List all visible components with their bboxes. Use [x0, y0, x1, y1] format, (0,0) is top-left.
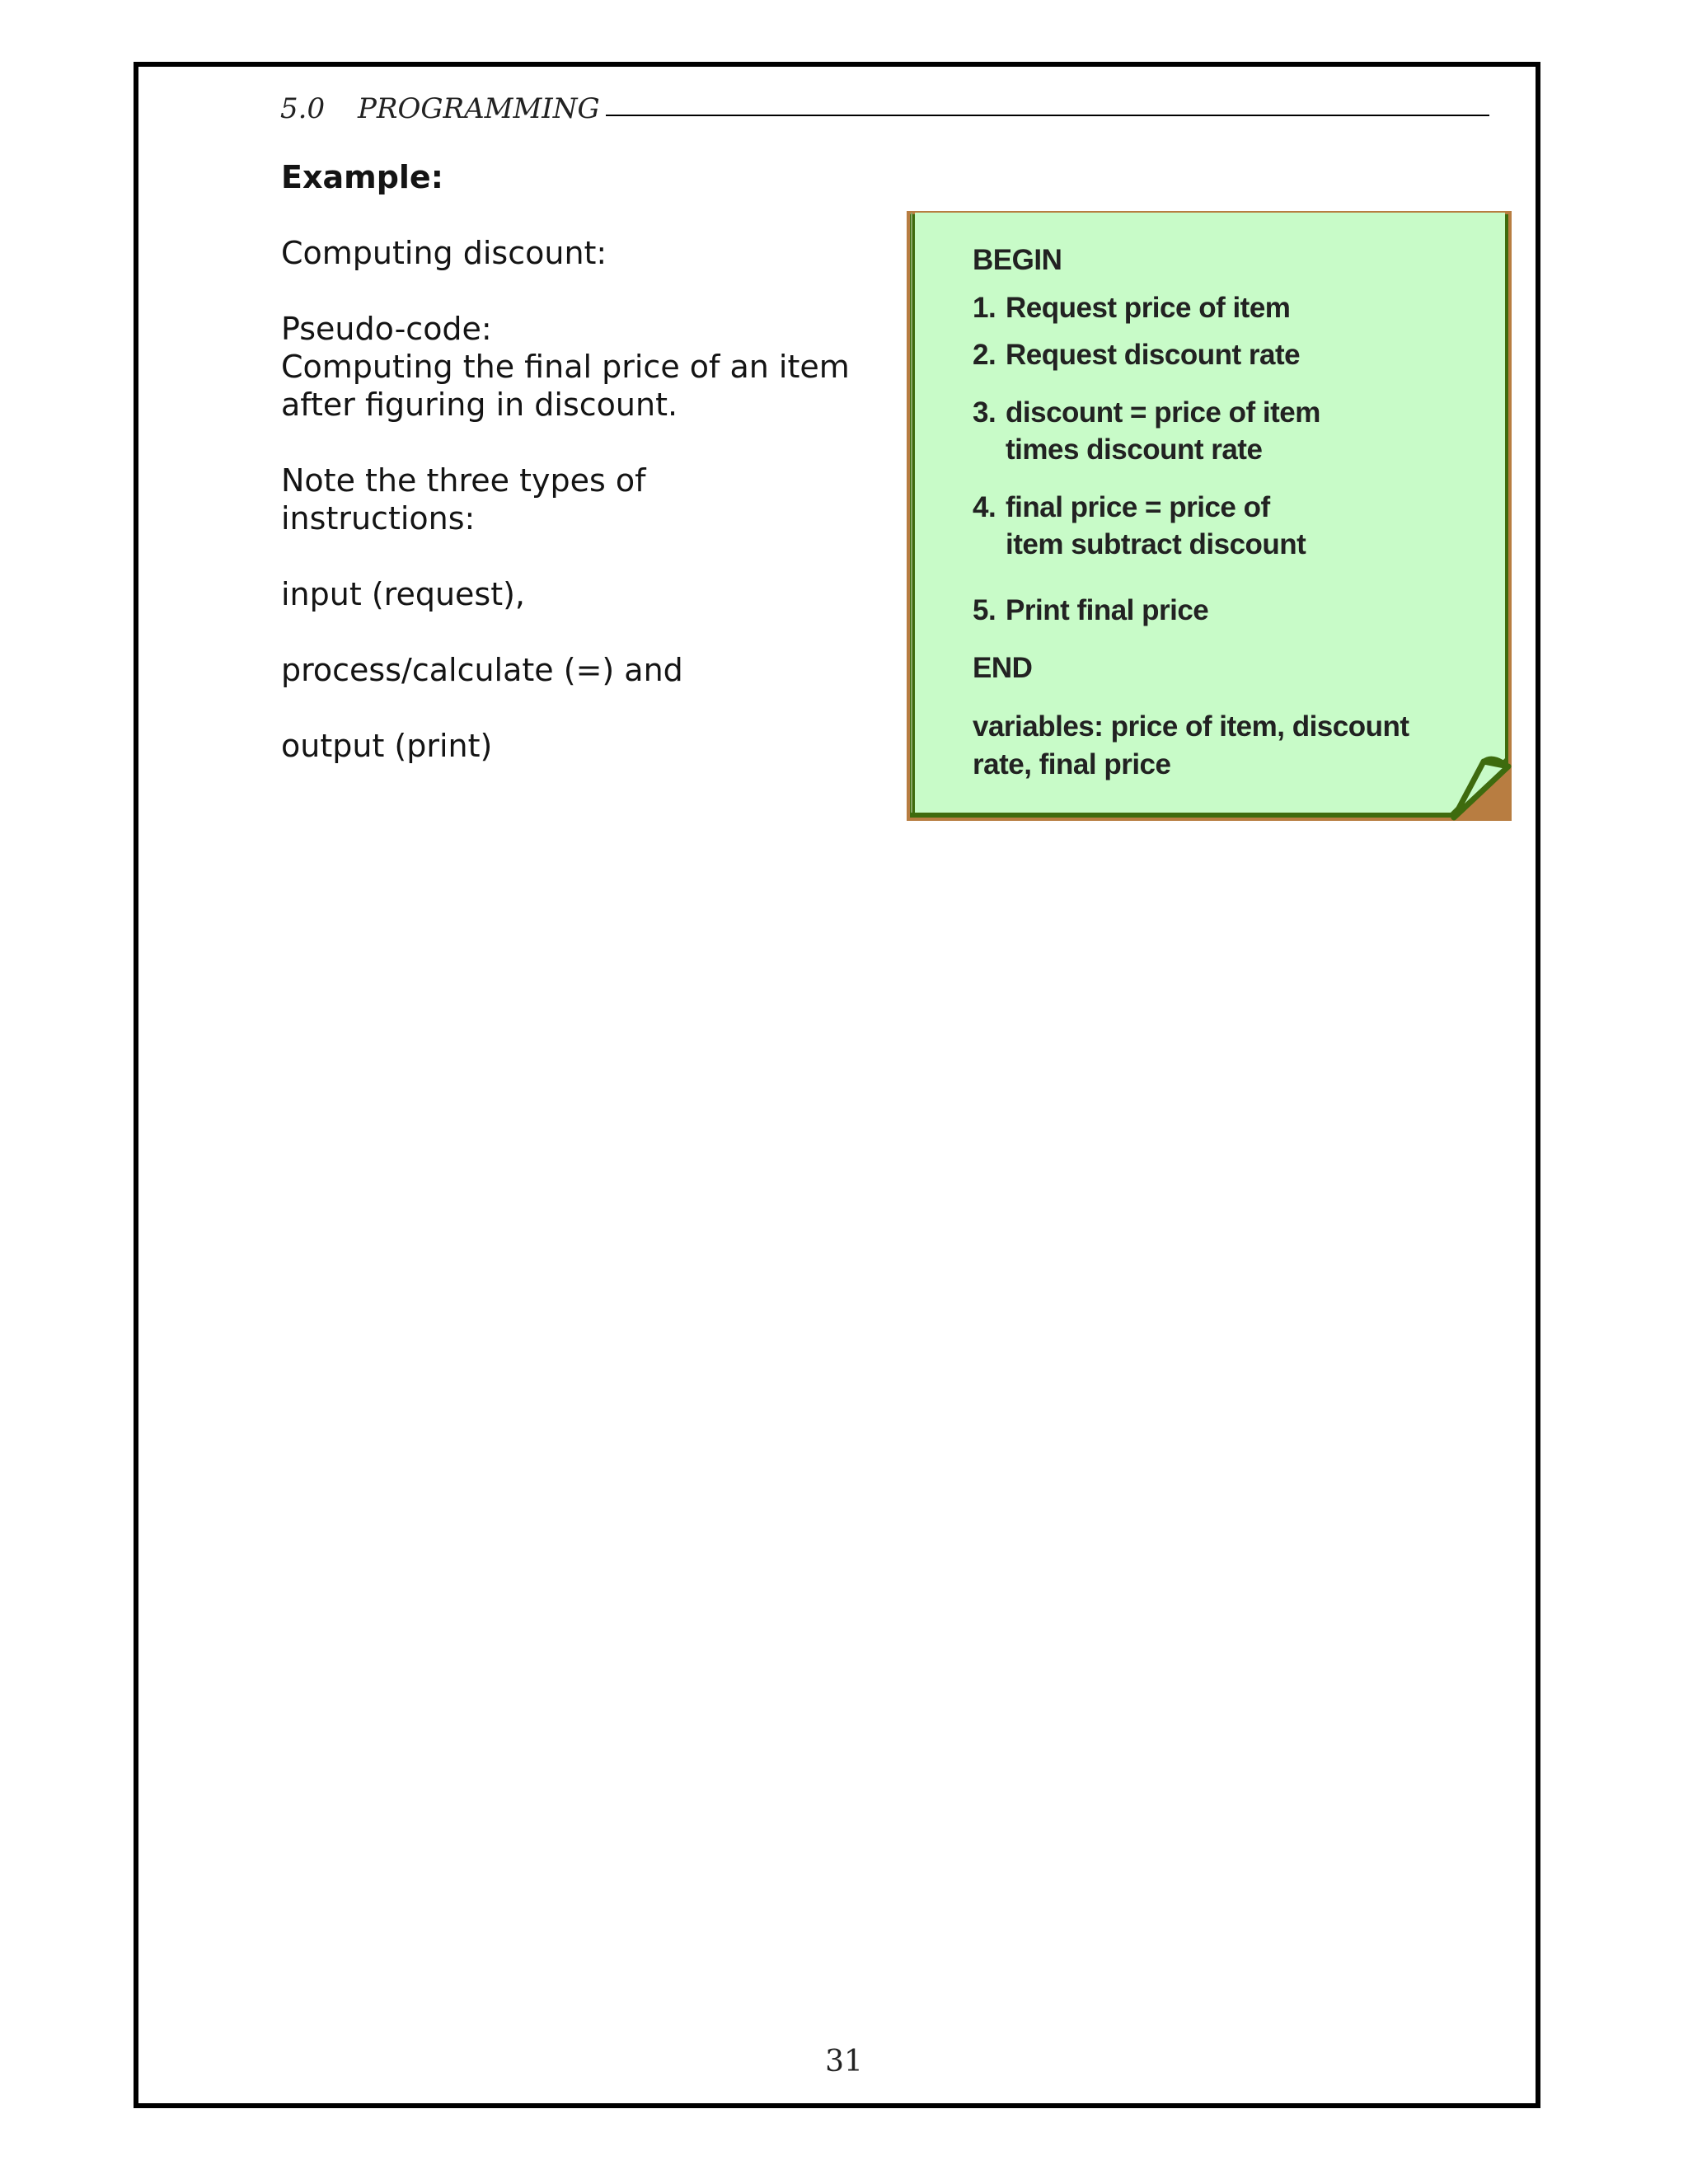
- explanation-column: [281, 158, 874, 765]
- pseudo-code-description-2: after figuring in discount.: [281, 387, 678, 423]
- step-5: [973, 594, 1208, 627]
- step-text: Request discount rate: [1006, 339, 1301, 371]
- step-number: 4.: [973, 491, 996, 523]
- sticky-note-text: [907, 211, 1512, 821]
- note-text-2: instructions:: [281, 500, 476, 537]
- variables-line-2: rate, final price: [973, 748, 1171, 780]
- end-keyword: END: [973, 652, 1033, 684]
- section-number: 5.0: [280, 92, 326, 125]
- instruction-type-output: output (print): [281, 728, 493, 764]
- step-text: final price = price of: [1006, 491, 1270, 523]
- section-title: PROGRAMMING: [358, 92, 600, 125]
- intro-text: Computing discount:: [281, 235, 607, 271]
- step-text: Request price of item: [1006, 292, 1291, 324]
- step-2: [973, 339, 1300, 372]
- step-text: discount = price of item: [1006, 396, 1320, 429]
- instruction-type-process: process/calculate (=) and: [281, 652, 683, 688]
- page-number: 31: [825, 2045, 863, 2079]
- running-header: [280, 92, 600, 125]
- pseudo-code-sticky-note: [907, 211, 1512, 821]
- step-text: Print final price: [1006, 594, 1209, 626]
- step-3: [973, 396, 1320, 429]
- header-rule: [606, 115, 1489, 116]
- note-text-1: Note the three types of: [281, 462, 646, 499]
- step-number: 3.: [973, 396, 996, 429]
- example-heading: Example:: [281, 159, 443, 195]
- step-4: [973, 491, 1270, 524]
- begin-keyword: BEGIN: [973, 244, 1062, 276]
- step-number: 1.: [973, 292, 996, 324]
- step-number: 2.: [973, 339, 996, 371]
- instruction-type-input: input (request),: [281, 576, 526, 612]
- pseudo-code-description-1: Computing the final price of an item: [281, 349, 850, 385]
- step-3-continued: times discount rate: [1006, 434, 1263, 466]
- variables-line-1: variables: price of item, discount: [973, 710, 1409, 743]
- step-1: [973, 292, 1290, 325]
- pseudo-code-label: Pseudo-code:: [281, 311, 492, 347]
- step-4-continued: item subtract discount: [1006, 528, 1306, 560]
- step-number: 5.: [973, 594, 996, 626]
